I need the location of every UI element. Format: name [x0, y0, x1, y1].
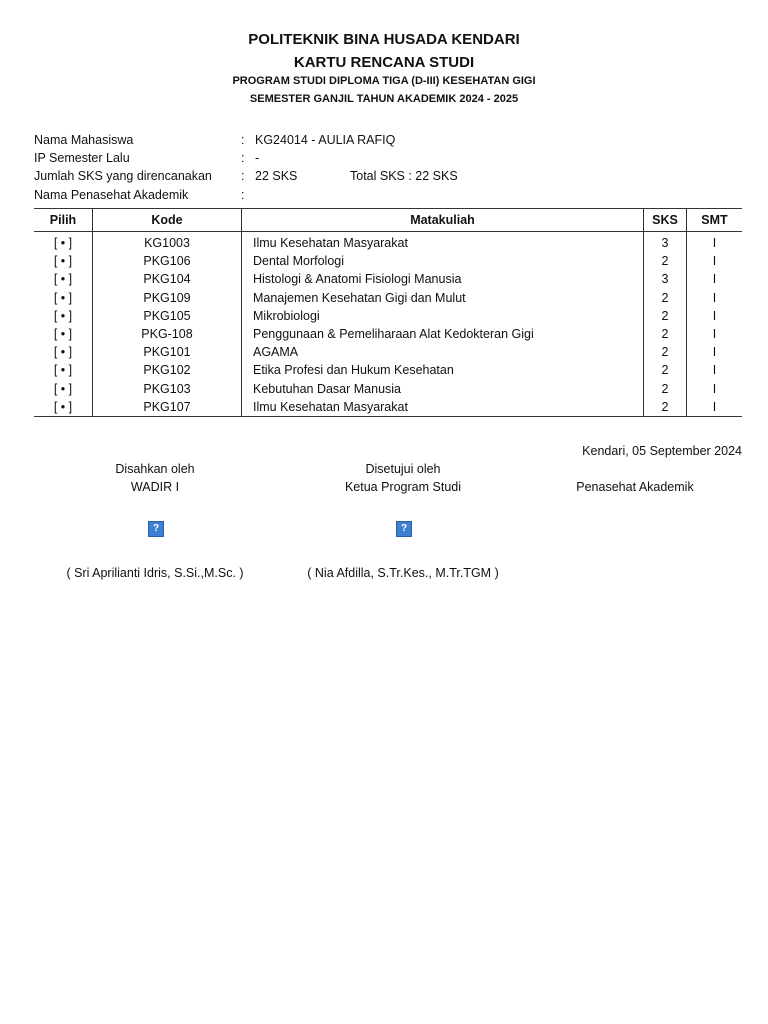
cell-pilih: [ • ]	[34, 232, 93, 253]
info-row-nama	[34, 131, 734, 149]
nama-label: Nama Mahasiswa	[34, 133, 134, 147]
cell-pilih: [ • ]	[34, 307, 93, 325]
cell-sks: 3	[644, 232, 687, 253]
cell-matakuliah	[242, 252, 644, 270]
table-row	[34, 343, 742, 361]
cell-sks: 2	[644, 361, 687, 379]
cell-sks: 2	[644, 380, 687, 398]
cell-matakuliah	[242, 270, 644, 288]
sks-value: 22 SKS	[255, 169, 298, 184]
cell-smt: I	[712, 272, 717, 287]
pa-label: Nama Penasehat Akademik	[34, 187, 189, 202]
cell-matakuliah	[242, 380, 644, 398]
cell-pilih: [ • ]	[34, 252, 93, 270]
cell-pilih: [ • ]	[34, 270, 93, 288]
cell-smt: I	[712, 236, 717, 251]
matakuliah-text: Kebutuhan Dasar Manusia	[253, 381, 402, 396]
cell-matakuliah	[242, 307, 644, 325]
cell-sks: 2	[644, 398, 687, 417]
ip-label: IP Semester Lalu	[34, 151, 130, 166]
cell-sks: 2	[644, 307, 687, 325]
cell-sks: 2	[644, 343, 687, 361]
institution-title: POLITEKNIK BINA HUSADA KENDARI	[248, 31, 520, 48]
cell-kode: PKG107	[93, 398, 242, 417]
table-row	[34, 361, 742, 379]
signature-role: Ketua Program Studi	[344, 480, 462, 494]
cell-smt: I	[712, 345, 717, 360]
matakuliah-text: Histologi & Anatomi Fisiologi Manusia	[253, 272, 462, 287]
header-smt: SMT	[687, 209, 743, 232]
cell-kode: PKG103	[93, 380, 242, 398]
broken-image-icon: ?	[396, 521, 412, 537]
document-title: KARTU RENCANA STUDI	[293, 54, 475, 71]
info-row-ip	[34, 149, 734, 167]
signature-wadir	[55, 462, 255, 592]
cell-sks: 3	[644, 270, 687, 288]
cell-smt: I	[712, 308, 717, 323]
cell-sks: 2	[644, 252, 687, 270]
cell-matakuliah	[242, 289, 644, 307]
signature-pa	[535, 462, 735, 592]
signature-role: WADIR I	[130, 480, 180, 494]
table-header-row	[34, 209, 742, 232]
student-info	[34, 131, 734, 204]
table-row	[34, 325, 742, 343]
table-row	[34, 270, 742, 288]
colon: :	[241, 151, 245, 166]
signature-caption: Disahkan oleh	[115, 462, 195, 476]
signatory-name: ( Nia Afdilla, S.Tr.Kes., M.Tr.TGM )	[307, 566, 499, 580]
table-row	[34, 232, 742, 253]
broken-image-icon: ?	[148, 521, 164, 537]
signature-kaprodi	[303, 462, 503, 592]
header-pilih: Pilih	[34, 209, 93, 232]
table-row	[34, 307, 742, 325]
matakuliah-text: Ilmu Kesehatan Masyarakat	[253, 399, 408, 414]
info-row-pa	[34, 186, 734, 204]
colon: :	[241, 133, 245, 147]
table-row	[34, 380, 742, 398]
matakuliah-text: Mikrobiologi	[253, 308, 320, 323]
cell-kode: KG1003	[93, 232, 242, 253]
cell-smt: I	[712, 327, 717, 342]
cell-pilih: [ • ]	[34, 398, 93, 417]
header-sks: SKS	[644, 209, 687, 232]
cell-kode: PKG101	[93, 343, 242, 361]
cell-pilih: [ • ]	[34, 325, 93, 343]
cell-kode: PKG105	[93, 307, 242, 325]
table-row	[34, 398, 742, 417]
cell-smt: I	[712, 363, 717, 378]
cell-pilih: [ • ]	[34, 343, 93, 361]
matakuliah-text: Manajemen Kesehatan Gigi dan Mulut	[253, 290, 466, 305]
sks-label: Jumlah SKS yang direncanakan	[34, 169, 212, 184]
cell-kode: PKG-108	[93, 325, 242, 343]
cell-matakuliah	[242, 232, 644, 253]
signature-caption: Disetujui oleh	[365, 462, 441, 476]
cell-matakuliah	[242, 343, 644, 361]
cell-sks: 2	[644, 325, 687, 343]
header-kode: Kode	[93, 209, 242, 232]
cell-smt: I	[712, 381, 717, 396]
cell-smt: I	[687, 398, 743, 417]
colon: :	[241, 169, 245, 184]
matakuliah-text: AGAMA	[253, 345, 299, 360]
info-row-sks	[34, 167, 734, 185]
cell-kode: PKG102	[93, 361, 242, 379]
total-sks: Total SKS : 22 SKS	[350, 169, 458, 184]
cell-pilih: [ • ]	[34, 380, 93, 398]
colon: :	[241, 187, 245, 202]
cell-kode: PKG109	[93, 289, 242, 307]
matakuliah-text: Etika Profesi dan Hukum Kesehatan	[253, 363, 454, 378]
cell-smt: I	[712, 254, 717, 269]
signatory-name: ( Sri Aprilianti Idris, S.Si.,M.Sc. )	[66, 566, 244, 580]
nama-value: KG24014 - AULIA RAFIQ	[255, 133, 396, 147]
semester-title: SEMESTER GANJIL TAHUN AKADEMIK 2024 - 2025	[249, 93, 519, 105]
ip-value: -	[255, 151, 260, 166]
program-title: PROGRAM STUDI DIPLOMA TIGA (D-III) KESEHATAN GIGI	[232, 75, 536, 87]
matakuliah-text: Penggunaan & Pemeliharaan Alat Kedokteran Gigi	[253, 327, 534, 342]
cell-pilih: [ • ]	[34, 361, 93, 379]
cell-smt: I	[712, 290, 717, 305]
signature-role: Penasehat Akademik	[576, 480, 694, 494]
cell-kode: PKG106	[93, 252, 242, 270]
signature-date: Kendari, 05 September 2024	[582, 444, 742, 458]
cell-sks: 2	[644, 289, 687, 307]
matakuliah-text: Ilmu Kesehatan Masyarakat	[253, 236, 408, 251]
cell-matakuliah	[242, 398, 644, 417]
table-row	[34, 252, 742, 270]
header-matakuliah: Matakuliah	[242, 209, 644, 232]
cell-matakuliah	[242, 361, 644, 379]
cell-matakuliah	[242, 325, 644, 343]
cell-kode: PKG104	[93, 270, 242, 288]
course-table	[34, 208, 742, 417]
cell-pilih: [ • ]	[34, 289, 93, 307]
table-row	[34, 289, 742, 307]
matakuliah-text: Dental Morfologi	[253, 254, 345, 269]
